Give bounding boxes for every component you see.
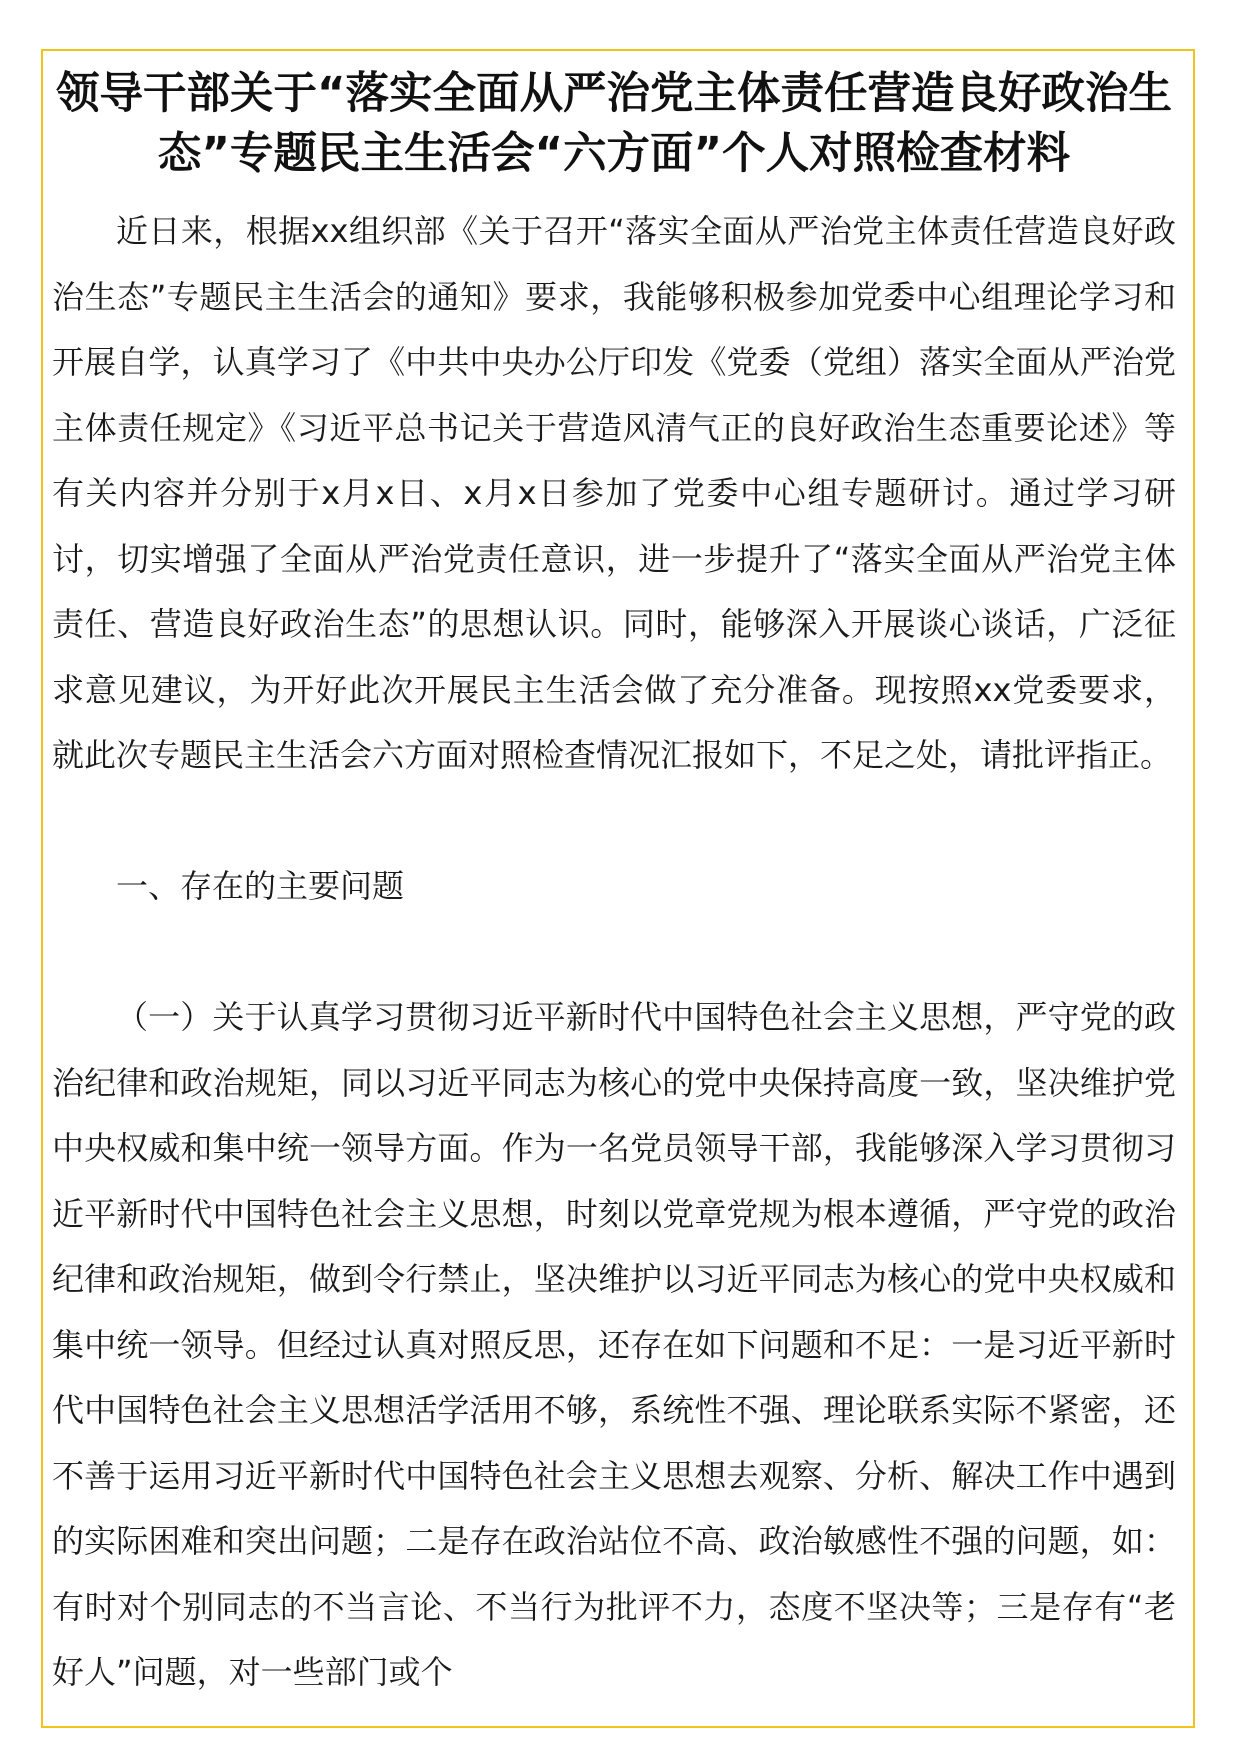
document-body [52,199,1176,1706]
section-paragraph: （一）关于认真学习贯彻习近平新时代中国特色社会主义思想，严守党的政治纪律和政治规矩，同以习近平同志为核心的党中央保持高度一致，坚决维护党中央权威和集中统一领导方面。作为一名党员领导干部，我能够深入学习贯彻习近平新时代中国特色社会主义思想，时刻以党章党规为根本遵循，严守党的政治纪律和政治规矩，做到令行禁止，坚决维护以习近平同志为核心的党中央权威和集中统一领导。但经过认真对照反思，还存在如下问题和不足：一是习近平新时代中国特色社会主义思想活学活用不够，系统性不强、理论联系实际不紧密，还不善于运用习近平新时代中国特色社会主义思想去观察、分析、解决工作中遇到的实际困难和突出问题；二是存在政治站位不高、政治敏感性不强的问题，如：有时对个别同志的不当言论、不当行为批评不力，态度不坚决等；三是存有“老好人”问题，对一些部门或个 [52,998,1176,1691]
intro-paragraph: 近日来，根据xx组织部《关于召开“落实全面从严治党主体责任营造良好政治生态”专题民主生活会的通知》要求，我能够积极参加党委中心组理论学习和开展自学，认真学习了《中共中央办公厅印发《党委（党组）落实全面从严治党主体责任规定》《习近平总书记关于营造风清气正的良好政治生态重要论述》等有关内容并分别于x月x日、x月x日参加了党委中心组专题研讨。通过学习研讨，切实增强了全面从严治党责任意识，进一步提升了“落实全面从严治党主体责任、营造良好政治生态”的思想认识。同时，能够深入开展谈心谈话，广泛征求意见建议，为开好此次开展民主生活会做了充分准备。现按照xx党委要求，就此次专题民主生活会六方面对照检查情况汇报如下，不足之处，请批评指正。 [52,212,1176,774]
page-border [41,49,1195,1728]
section-heading: 一、存在的主要问题 [116,867,405,905]
paragraph-spacer [52,789,1176,855]
document-content [52,64,1176,1706]
document-title: 领导干部关于“落实全面从严治党主体责任营造良好政治生态”专题民主生活会“六方面”个人对照检查材料 [55,69,1173,179]
paragraph-spacer [52,920,1176,986]
